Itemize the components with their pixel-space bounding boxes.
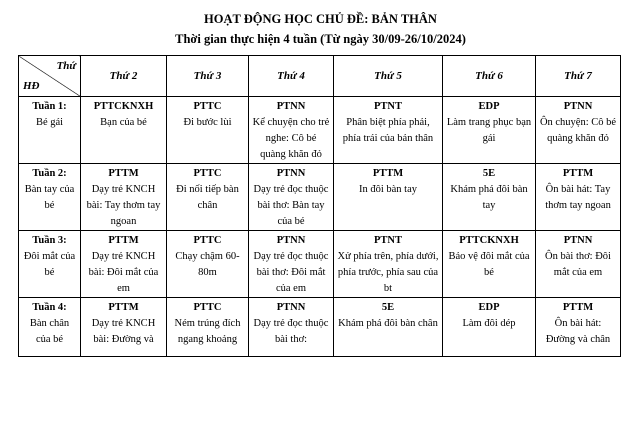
activity-code: PTTM bbox=[562, 168, 594, 179]
week-topic: Bàn tay của bé bbox=[24, 184, 75, 211]
activity-text: Kể chuyện cho trẻ nghe: Cô bé quàng khăn đỏ bbox=[252, 117, 330, 160]
activity-text: Ôn chuyện: Cô bé quàng khăn đỏ bbox=[539, 117, 617, 144]
day-header: Thứ 5 bbox=[334, 56, 443, 97]
activity-text: Ném trúng đích ngang khoảng bbox=[174, 318, 241, 345]
activity-cell bbox=[443, 231, 536, 298]
day-header: Thứ 2 bbox=[81, 56, 167, 97]
corner-day-label: Thứ bbox=[56, 60, 76, 72]
activity-code: PTTC bbox=[193, 168, 222, 179]
activity-code: PTNN bbox=[276, 302, 306, 313]
activity-code: PTNT bbox=[373, 101, 402, 112]
activity-cell bbox=[167, 97, 249, 164]
day-header: Thứ 7 bbox=[536, 56, 621, 97]
activity-cell bbox=[81, 231, 167, 298]
activity-code: PTTC bbox=[193, 302, 222, 313]
week-label-cell bbox=[19, 164, 81, 231]
activity-code: PTTM bbox=[108, 168, 139, 179]
week-topic: Đôi mắt của bé bbox=[23, 251, 76, 278]
activity-text: Dạy trẻ đọc thuộc bài thơ: Bàn tay của bé bbox=[253, 184, 329, 227]
activity-cell bbox=[536, 164, 621, 231]
activity-cell bbox=[536, 231, 621, 298]
activity-cell bbox=[334, 231, 443, 298]
activity-text: In đôi bàn tay bbox=[358, 184, 418, 195]
activity-text: Đi nối tiếp bàn chân bbox=[176, 184, 239, 211]
activity-cell bbox=[81, 97, 167, 164]
activity-code: PTTCKNXH bbox=[93, 101, 154, 112]
activity-cell bbox=[334, 164, 443, 231]
activity-text: Dạy trẻ KNCH bài: Tay thơm tay ngoan bbox=[86, 184, 161, 227]
activity-cell bbox=[443, 164, 536, 231]
activity-text: Ôn bài thơ: Đôi mắt của em bbox=[545, 251, 611, 278]
activity-code: PTTM bbox=[108, 235, 139, 246]
activity-text: Khám phá đôi bàn tay bbox=[450, 184, 528, 211]
activity-cell bbox=[536, 298, 621, 357]
activity-text: Làm đôi dép bbox=[462, 318, 516, 329]
activity-code: PTNN bbox=[563, 101, 593, 112]
activity-text: Ôn bài hát: Tay thơm tay ngoan bbox=[545, 184, 611, 211]
activity-cell bbox=[167, 298, 249, 357]
activity-code: 5E bbox=[482, 168, 496, 179]
activity-cell bbox=[249, 231, 334, 298]
activity-code: EDP bbox=[478, 101, 500, 112]
activity-cell bbox=[81, 298, 167, 357]
activity-text: Ôn bài hát: Đường và chân bbox=[545, 318, 611, 345]
week-label-cell bbox=[19, 298, 81, 357]
week-row bbox=[19, 164, 621, 231]
activity-cell bbox=[536, 97, 621, 164]
activity-cell bbox=[167, 231, 249, 298]
activity-code: PTNN bbox=[276, 168, 306, 179]
activity-text: Phân biệt phía phải, phía trái của bản thân bbox=[342, 117, 434, 144]
week-name: Tuần 1: bbox=[32, 101, 67, 112]
activity-text: Khám phá đôi bàn chân bbox=[338, 318, 438, 329]
activity-text: Đi bước lùi bbox=[183, 117, 232, 128]
activity-code: PTTCKNXH bbox=[459, 235, 519, 246]
week-label-cell bbox=[19, 97, 81, 164]
activity-code: PTTM bbox=[562, 302, 594, 313]
activity-cell bbox=[249, 164, 334, 231]
header-row bbox=[19, 56, 621, 97]
activity-cell bbox=[249, 97, 334, 164]
activity-code: PTNN bbox=[563, 235, 593, 246]
activity-code: PTNN bbox=[276, 101, 306, 112]
corner-cell bbox=[19, 56, 81, 97]
week-topic: Bé gái bbox=[35, 117, 64, 128]
corner-activity-label: HĐ bbox=[23, 80, 40, 92]
page-title: HOẠT ĐỘNG HỌC CHỦ ĐỀ: BẢN THÂN bbox=[204, 12, 437, 26]
week-name: Tuần 4: bbox=[32, 302, 67, 313]
activity-text: Bạn của bé bbox=[100, 117, 147, 128]
activity-code: PTTC bbox=[193, 101, 222, 112]
week-row bbox=[19, 97, 621, 164]
activity-cell bbox=[249, 298, 334, 357]
week-name: Tuần 2: bbox=[32, 168, 67, 179]
activity-text: Làm trang phục bạn gái bbox=[446, 117, 532, 144]
page-subtitle: Thời gian thực hiện 4 tuần (Từ ngày 30/09-26/10/2024) bbox=[175, 32, 466, 46]
activity-code: PTTM bbox=[372, 168, 404, 179]
activity-text: Dạy trẻ đọc thuộc bài thơ: bbox=[253, 318, 329, 345]
activity-code: EDP bbox=[478, 302, 500, 313]
activity-cell bbox=[334, 298, 443, 357]
activity-text: Chạy chậm 60-80m bbox=[175, 251, 240, 278]
activity-cell bbox=[443, 97, 536, 164]
activity-code: PTNN bbox=[276, 235, 306, 246]
activity-cell bbox=[167, 164, 249, 231]
day-header: Thứ 6 bbox=[443, 56, 536, 97]
activity-code: 5E bbox=[381, 302, 395, 313]
activity-cell bbox=[81, 164, 167, 231]
activity-code: PTTC bbox=[193, 235, 222, 246]
activity-text: Xử phía trên, phía dưới, phía trước, phía sau của bt bbox=[337, 251, 439, 294]
day-header: Thứ 4 bbox=[249, 56, 334, 97]
activity-text: Dạy trẻ đọc thuộc bài thơ: Đôi mắt của em bbox=[253, 251, 329, 294]
day-header: Thứ 3 bbox=[167, 56, 249, 97]
week-row bbox=[19, 298, 621, 357]
activity-text: Bảo vệ đôi mắt của bé bbox=[448, 251, 530, 278]
week-label-cell bbox=[19, 231, 81, 298]
activity-code: PTTM bbox=[108, 302, 139, 313]
schedule-table bbox=[18, 55, 621, 357]
activity-cell bbox=[443, 298, 536, 357]
week-topic: Bàn chân của bé bbox=[29, 318, 70, 345]
week-name: Tuần 3: bbox=[32, 235, 67, 246]
week-row bbox=[19, 231, 621, 298]
activity-code: PTNT bbox=[373, 235, 402, 246]
activity-text: Dạy trẻ KNCH bài: Đôi mắt của em bbox=[88, 251, 159, 294]
activity-cell bbox=[334, 97, 443, 164]
activity-text: Dạy trẻ KNCH bài: Đường và bbox=[91, 318, 156, 345]
